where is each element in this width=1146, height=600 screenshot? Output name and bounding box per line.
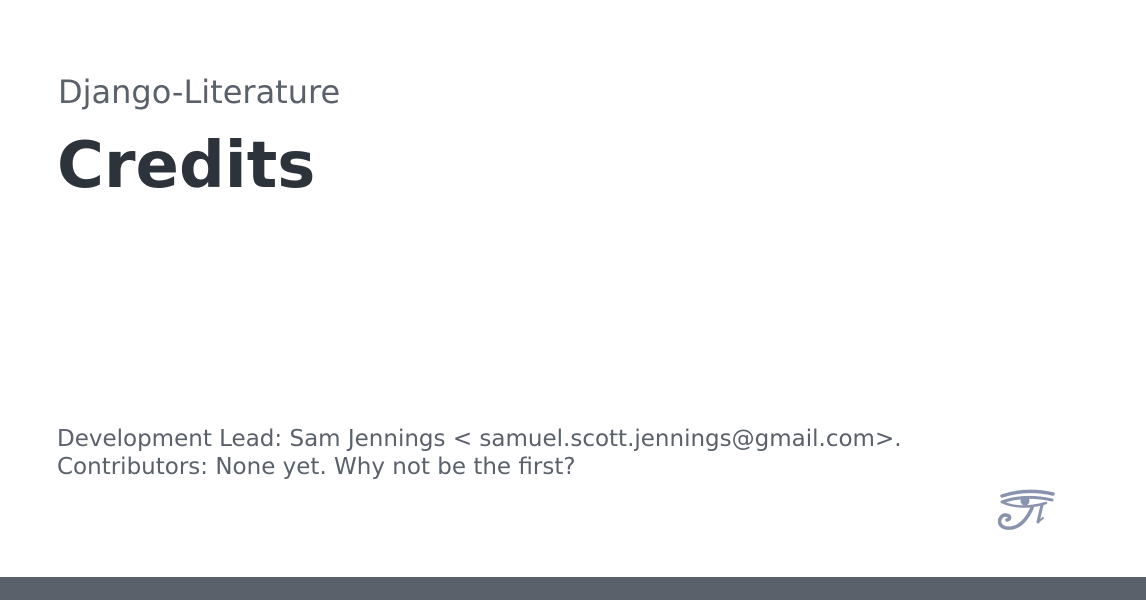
contributors-line (57, 453, 902, 481)
page-title: Credits (57, 129, 316, 203)
credits-body (57, 425, 902, 481)
project-name: Django-Literature (58, 73, 341, 111)
lead-name: Sam Jennings (289, 426, 446, 452)
lead-label: Development Lead: (57, 426, 283, 452)
contributors-text: None yet. Why not be the first? (215, 454, 576, 480)
development-lead-line (57, 425, 902, 453)
contributors-label: Contributors: (57, 454, 209, 480)
lead-email: < samuel.scott.jennings@gmail.com>. (452, 426, 902, 452)
footer-bar (0, 577, 1146, 600)
eye-of-horus-icon (996, 488, 1056, 532)
